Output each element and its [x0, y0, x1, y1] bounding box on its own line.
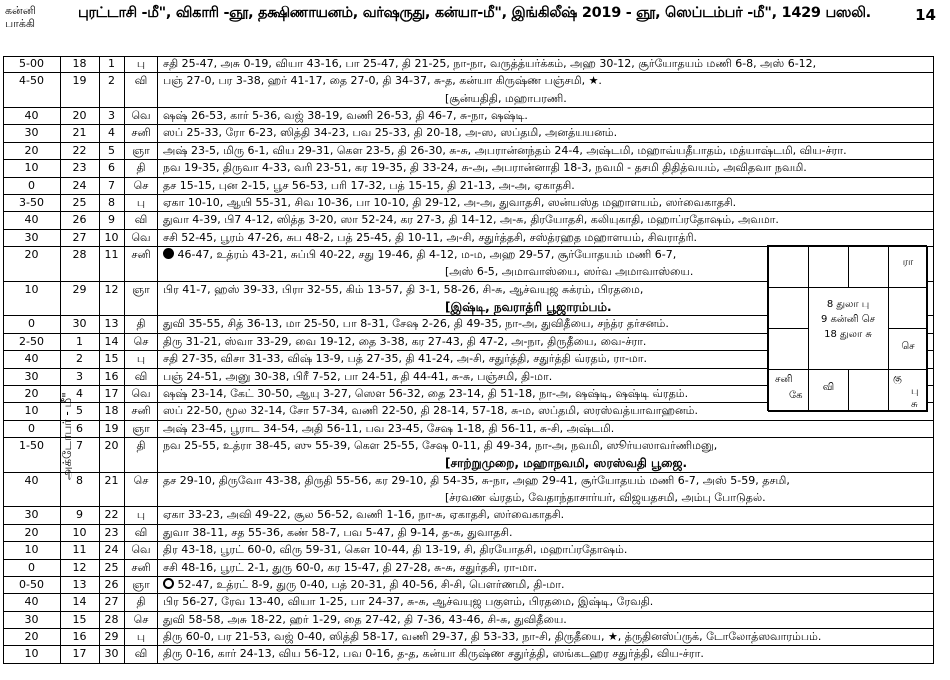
panchang-text: தச 29-10, திருவோ 43-38, திருதி 55-56, கர 29-10, தி 54-35, சு-நா, அஹ 29-41, சூர்யோதயம் மணி 6-7, அஸ் 5-59, தசமி, [163, 473, 790, 487]
table-row [3, 421, 934, 438]
english-date-cell: 16 [104, 369, 119, 383]
rasi-cell-rahu [888, 246, 928, 288]
panchang-text: ஷஷ் 26-53, கார் 5-36, வஜ் 38-19, வணி 26-53, தி 46-7, சு-நா, ஷஷ்டி. [163, 109, 528, 123]
panchang-text: சதி 25-47, அசு 0-19, வியா 43-16, பா 25-47, தி 21-25, நா-நா, வருத்த்யர்க்கம், அஹ 30-12, சூர்யோதயம் மணி 6-8, அஸ் 6-12, [163, 57, 817, 70]
panchang-details [163, 629, 930, 645]
english-date-cell: 12 [104, 282, 119, 296]
panchang-text: தச 15-15, புன 2-15, பூச 56-53, பரி 17-32, பத் 15-15, தி 21-13, அ-அ, ஏகாதசி. [163, 178, 575, 192]
english-date-cell: 14 [104, 334, 119, 348]
weekday-cell: சனி [131, 404, 151, 418]
panchang-text: நவ 25-55, உத்ரா 38-45, ஸு 55-39, கௌ 25-55, சேஷ 0-11, தி 49-34, நா-அ, நவமி, ஸூர்யஸாவர்ணிமனு, [163, 438, 718, 452]
english-date-cell: 26 [104, 577, 119, 591]
panchang-text: 52-47, உத்ரட் 8-9, துரு 0-40, பத் 20-31, தி 40-56, சி-சி, பௌர்ணமி, தி-மா. [174, 577, 565, 591]
nazhigai-cell: 30 [24, 230, 39, 244]
nazhigai-cell: 40 [24, 595, 39, 609]
table-row [3, 629, 934, 646]
tamil-date-cell: 21 [72, 126, 87, 140]
page-number: 14 [915, 6, 936, 24]
panchang-details [163, 143, 930, 159]
table-row [3, 108, 934, 125]
weekday-cell: செ [133, 178, 149, 192]
nazhigai-cell: 30 [24, 612, 39, 626]
nazhigai-cell: 1-50 [19, 438, 44, 452]
panchang-text: ஷஷ் 23-14, கேட் 30-50, ஆயு 3-27, ஸௌ 56-32, தை 23-14, தி 51-18, நா-அ, ஷஷ்டி, ஷஷ்டி வ்ரதம். [163, 386, 689, 400]
weekday-cell: தி [136, 161, 146, 175]
nazhigai-cell: 0 [28, 317, 35, 331]
english-date-cell: 19 [104, 421, 119, 435]
panchang-details [163, 594, 930, 610]
panchang-text: 46-47, உத்ரம் 43-21, சுப்பி 40-22, சது 19-46, தி 4-12, ம-ம, அஹ 29-57, சூர்யோதயம் மணி 6-7, [174, 247, 677, 261]
rasi-cell-saturn-ketu [768, 369, 809, 412]
nazhigai-cell: 10 [24, 404, 39, 418]
panchang-details [163, 507, 930, 523]
panchang-details [163, 178, 930, 194]
weekday-cell: வெ [131, 230, 151, 244]
rasi-cell [768, 287, 809, 329]
tamil-date-cell: 4 [76, 386, 83, 400]
panchang-details [163, 73, 930, 89]
weekday-cell: பு [136, 57, 146, 70]
weekday-cell: வெ [131, 109, 151, 123]
table-row [3, 195, 934, 212]
nazhigai-cell: 0 [28, 560, 35, 574]
english-date-cell: 29 [104, 629, 119, 643]
panchang-note: [அஸ் 6-5, அமாவாஸ்யை, ஸர்வ அமாவாஸ்யை. [445, 265, 694, 279]
table-row [3, 143, 934, 160]
weekday-cell: தி [136, 317, 146, 331]
panchang-details [163, 108, 930, 124]
weekday-cell: பு [136, 629, 146, 643]
nazhigai-cell: 20 [24, 525, 39, 539]
english-date-cell: 30 [104, 647, 119, 661]
panchang-details [163, 577, 930, 593]
header-left-label [5, 4, 61, 30]
table-row [3, 577, 934, 594]
english-date-cell: 6 [108, 161, 115, 175]
nazhigai-cell: 30 [24, 508, 39, 522]
tamil-date-cell: 18 [72, 57, 87, 70]
weekday-cell: தி [136, 595, 146, 609]
nazhigai-cell: 10 [24, 543, 39, 557]
tamil-date-cell: 2 [76, 352, 83, 366]
tamil-date-cell: 11 [72, 543, 87, 557]
nazhigai-cell: 20 [24, 143, 39, 157]
weekday-cell: ஞா [132, 421, 150, 435]
nazhigai-cell: 2-50 [19, 334, 44, 348]
tamil-date-cell: 6 [76, 421, 83, 435]
nazhigai-cell: 20 [24, 629, 39, 643]
panchang-text: திரு 60-0, பர 21-53, வஜ் 0-40, ஸித்தி 58-17, வணி 29-37, தி 53-33, நா-சி, திருதீயை, ★, த்ருதினஸ்ப்ருக், டோலோத்ஸவாரம்பம். [163, 629, 822, 643]
english-date-cell: 15 [104, 352, 119, 366]
weekday-cell: வி [134, 369, 148, 383]
panchang-details [163, 160, 930, 176]
rasi-cell-jupiter [808, 369, 849, 412]
weekday-cell: சனி [131, 560, 151, 574]
table-row [3, 560, 934, 577]
tamil-date-cell: 14 [72, 595, 87, 609]
nazhigai-cell: 30 [24, 126, 39, 140]
tamil-date-cell: 12 [72, 560, 87, 574]
panchang-details [163, 525, 930, 541]
tamil-date-cell: 17 [72, 647, 87, 661]
rasi-center-box [808, 287, 888, 369]
panchang-note: [இஷ்டி, நவராத்ரி பூஜாரம்பம். [445, 300, 612, 315]
table-row [3, 473, 934, 508]
english-date-cell: 4 [108, 126, 115, 140]
rasi-cell [808, 246, 849, 288]
panchang-details [163, 230, 930, 246]
tamil-date-cell: 27 [72, 230, 87, 244]
weekday-cell: வி [134, 213, 148, 227]
rasi-jupiter-label: வி [822, 382, 835, 393]
rasi-chart [767, 245, 927, 411]
rasi-ketu-label: கே [789, 390, 803, 401]
nazhigai-cell: 30 [24, 369, 39, 383]
english-date-cell: 7 [108, 178, 115, 192]
panchang-text: திரு 0-16, கார் 24-13, விய 56-12, பவ 0-16, த-த, கன்யா கிருஷ்ண சதுர்த்தி, ஸங்கடஹர சதுர்த்தி, விய-ச்ரா. [163, 647, 704, 661]
weekday-cell: சனி [131, 247, 151, 261]
panchang-text: சதி 27-35, விசா 31-33, விஷ் 13-9, பத் 27-35, தி 41-24, அ-சி, சதுர்த்தி, சதுர்த்தி வ்ரதம், ரா-மா. [163, 352, 648, 366]
english-date-cell: 27 [104, 595, 119, 609]
rasi-rahu-label: ரா [902, 257, 914, 268]
weekday-cell: செ [133, 612, 149, 626]
rasi-center-line-3: 18 துலா சு [824, 329, 872, 340]
tamil-date-cell: 16 [72, 629, 87, 643]
tamil-date-cell: 10 [72, 525, 87, 539]
panchang-text: ஏகா 10-10, ஆயி 55-31, சிவ 10-36, பா 10-10, தி 29-12, அ-அ, துவாதசி, ஸன்யஸ்த மஹாளயம், ஸர்வைகாதசி. [163, 195, 737, 209]
tamil-date-cell: 8 [76, 473, 83, 487]
english-date-cell: 11 [104, 247, 119, 261]
nazhigai-cell: 0 [28, 178, 35, 192]
english-date-cell: 25 [104, 560, 119, 574]
english-date-cell: 22 [104, 508, 119, 522]
nazhigai-cell: 20 [24, 247, 39, 261]
rasi-center-line-1: 8 துலா பு [826, 299, 870, 310]
english-date-cell: 21 [104, 473, 119, 487]
rasi-sun-label: கு [893, 373, 902, 384]
tamil-date-cell: 23 [72, 161, 87, 175]
nazhigai-cell: 10 [24, 161, 39, 175]
english-date-cell: 10 [104, 230, 119, 244]
panchang-text: திர 43-18, பூரட் 60-0, விரு 59-31, கௌ 10-44, தி 13-19, சி, திரயோதசி, மஹாப்ரதோஷம். [163, 543, 628, 557]
weekday-cell: சனி [131, 126, 151, 140]
panchang-details [163, 542, 930, 558]
table-row [3, 56, 934, 73]
rasi-cell [848, 246, 889, 288]
english-date-cell: 3 [108, 109, 115, 123]
rasi-venus-label: சு [911, 399, 918, 410]
weekday-cell: ஞா [132, 577, 150, 591]
rasi-cell-mars [888, 328, 928, 370]
panchang-text: சசி 52-45, பூரம் 47-26, சுப 48-2, பத் 25-45, தி 10-11, அ-சி, சதுர்த்தசி, சஸ்த்ரஹத மஹாளயம், சிவராத்ரி. [163, 230, 697, 244]
weekday-cell: செ [133, 473, 149, 487]
panchang-details [163, 612, 930, 628]
weekday-cell: வெ [131, 386, 151, 400]
tamil-date-cell: 26 [72, 213, 87, 227]
english-date-cell: 23 [104, 525, 119, 539]
table-row [3, 542, 934, 559]
weekday-cell: வி [134, 525, 148, 539]
english-date-cell: 13 [104, 317, 119, 331]
nazhigai-cell: 10 [24, 282, 39, 296]
rasi-mercury-label: பு [911, 386, 919, 397]
english-date-cell: 2 [108, 74, 115, 88]
tamil-date-cell: 29 [72, 282, 87, 296]
tamil-date-cell: 22 [72, 143, 87, 157]
panchang-text: துவி 35-55, சித் 36-13, மா 25-50, பா 8-31, சேஷ 2-26, தி 49-35, நா-அ, துவிதீயை, சந்த்ர தர்சனம். [163, 317, 669, 331]
rasi-cell [768, 328, 809, 370]
header-left-line-2: பாக்கி [5, 17, 35, 30]
nazhigai-cell: 3-50 [19, 195, 44, 209]
english-date-cell: 24 [104, 543, 119, 557]
tamil-date-cell: 9 [76, 508, 83, 522]
nazhigai-cell: 20 [24, 386, 39, 400]
tamil-date-cell: 13 [72, 577, 87, 591]
weekday-cell: பு [136, 508, 146, 522]
full-moon-icon [163, 578, 174, 589]
table-row [3, 525, 934, 542]
weekday-cell: செ [133, 334, 149, 348]
table-row [3, 212, 934, 229]
panchang-text: அஷ் 23-5, மிரு 6-1, விய 29-31, கௌ 23-5, தி 26-30, சு-சு, அபரான்னந்தம் 24-4, அஷ்டமி, மஹாவ்யதீபாதம், மத்யாஷ்டமி, விய-ச்ரா. [163, 143, 847, 157]
panchang-text: திரு 31-21, ஸ்வா 33-29, வை 19-12, தை 3-38, கர 27-43, தி 47-2, அ-நா, திருதீயை, வை-ச்ரா. [163, 334, 647, 348]
rasi-mars-label: செ [901, 341, 915, 352]
panchang-text: துவி 58-58, அசு 18-22, ஹர் 1-29, தை 27-42, தி 7-36, 43-46, சி-சு, துவிதீயை. [163, 612, 567, 626]
tamil-date-cell: 1 [76, 334, 83, 348]
page-title: புரட்டாசி -மீ", விகாரி -ஞூ, தக்ஷிணாயனம், வர்ஷருது, கன்யா-மீ", இங்கிலீஷ் 2019 - ஞூ, ஸெப்டம்பர் -மீ", 1429 பஸலி. [78, 5, 871, 21]
tamil-date-cell: 15 [72, 612, 87, 626]
tamil-date-cell: 19 [72, 74, 87, 88]
panchang-text: சசி 48-16, பூரட் 2-1, துரு 60-0, கர 15-47, தி 27-28, சு-சு, சதுர்தசி, ரா-மா. [163, 560, 538, 574]
panchang-text: பிர 41-7, ஹஸ் 39-33, பிரா 32-55, கிம் 13-57, தி 3-1, 58-26, சி-சு, ஆச்வயுஜ சுக்ரம், பிரதமை, [163, 282, 644, 296]
table-row [3, 594, 934, 611]
english-date-cell: 17 [104, 386, 119, 400]
panchang-text: ஏகா 33-23, அவி 49-22, சூல 56-52, வணி 1-16, நா-சு, ஏகாதசி, ஸர்வைகாதசி. [163, 508, 565, 522]
tamil-date-cell: 25 [72, 195, 87, 209]
nazhigai-cell: 5-00 [19, 57, 44, 70]
rasi-cell [848, 369, 889, 412]
rasi-cell-sun-venus [888, 369, 928, 412]
tamil-date-cell: 28 [72, 247, 87, 261]
new-moon-icon [163, 248, 174, 259]
weekday-cell: ஞா [132, 143, 150, 157]
tamil-date-cell: 7 [76, 438, 83, 452]
panchang-text: துவா 4-39, பி7 4-12, ஸித்த 3-20, ஸா 52-24, கர 27-3, தி 14-12, அ-சு, திரயோதசி, கலியுகாதி, மஹாப்ரதோஷம், அவமா. [163, 213, 779, 227]
panchang-text: அஷ் 23-45, பூராட 34-54, அதி 56-11, பவ 23-45, சேஷ 1-18, தி 56-11, சு-சி, அஷ்டமி. [163, 421, 615, 435]
tamil-date-cell: 3 [76, 369, 83, 383]
table-row [3, 612, 934, 629]
english-date-cell: 18 [104, 404, 119, 418]
tamil-date-cell: 20 [72, 109, 87, 123]
rasi-saturn-label: சனி [775, 374, 793, 385]
english-date-cell: 9 [108, 213, 115, 227]
tamil-date-cell: 24 [72, 178, 87, 192]
nazhigai-cell: 0-50 [19, 577, 44, 591]
nazhigai-cell: 40 [24, 473, 39, 487]
panchang-details [163, 195, 930, 211]
panchang-details [163, 421, 930, 437]
weekday-cell: வெ [131, 543, 151, 557]
panchang-details [163, 438, 930, 454]
table-row [3, 178, 934, 195]
table-row [3, 125, 934, 142]
panchang-text: பஞ் 27-0, பர 3-38, ஹர் 41-17, தை 27-0, தி 34-37, சு-த, கன்யா கிருஷ்ண பஞ்சமி, ★. [163, 74, 602, 88]
weekday-cell: வி [134, 74, 148, 88]
panchang-details [163, 212, 930, 228]
panchang-details [163, 56, 930, 72]
panchang-note: [சாற்றுமுறை, மஹாநவமி, ஸரஸ்வதி பூஜை. [445, 456, 688, 471]
nazhigai-cell: 10 [24, 647, 39, 661]
month-label-october: அக்டோபர் - மீ" [60, 392, 74, 480]
panchang-text: துவா 38-11, சத 55-36, கண் 58-7, பவ 5-47, தி 9-14, த-சு, துவாதசி. [163, 525, 513, 539]
english-date-cell: 5 [108, 143, 115, 157]
english-date-cell: 1 [108, 57, 115, 70]
weekday-cell: பு [136, 195, 146, 209]
weekday-cell: வி [134, 647, 148, 661]
rasi-cell [768, 246, 809, 288]
table-row [3, 507, 934, 524]
table-row [3, 73, 934, 108]
panchang-text: ஸப் 22-50, மூல 32-14, சோ 57-34, வணி 22-50, தி 28-14, 57-18, சு-ம, ஸப்தமி, ஸரஸ்வத்யாவாஹனம். [163, 404, 699, 418]
rasi-center-line-2: 9 கன்னி செ [820, 314, 876, 325]
english-date-cell: 28 [104, 612, 119, 626]
weekday-cell: பு [136, 352, 146, 366]
panchang-details [163, 473, 930, 489]
tamil-date-cell: 30 [72, 317, 87, 331]
panchang-text: ஸப் 25-33, ரோ 6-23, ஸித்தி 34-23, பவ 25-33, தி 20-18, அ-ஸ, ஸப்தமி, அனத்யயனம். [163, 126, 618, 140]
table-row [3, 646, 934, 662]
panchang-text: பஞ் 24-51, அனு 30-38, பிரீ 7-52, பா 24-51, தி 44-41, சு-சு, பஞ்சமி, தி-மா. [163, 369, 553, 383]
nazhigai-cell: 4-50 [19, 74, 44, 88]
english-date-cell: 20 [104, 438, 119, 452]
table-row [3, 160, 934, 177]
panchang-details [163, 125, 930, 141]
panchang-details [163, 560, 930, 576]
panchang-note: [சூன்யதிதி, மஹாபரணி. [445, 91, 567, 105]
nazhigai-cell: 0 [28, 421, 35, 435]
panchang-text: பிர 56-27, ரேவ 13-40, வியா 1-25, பா 24-37, சு-சு, ஆச்வயுஜ பகுளம், பிரதமை, இஷ்டி, ரேவதி. [163, 595, 654, 609]
rasi-cell [888, 287, 928, 329]
weekday-cell: ஞா [132, 282, 150, 296]
nazhigai-cell: 40 [24, 109, 39, 123]
header-left-line-1: கன்னி [5, 4, 36, 17]
nazhigai-cell: 40 [24, 352, 39, 366]
tamil-date-cell: 5 [76, 404, 83, 418]
weekday-cell: தி [136, 438, 146, 452]
panchang-details [163, 646, 930, 662]
panchang-text: நவ 19-35, திருவா 4-33, வரி 23-51, கர 19-35, தி 33-24, சு-அ, அபரான்னாதி 18-3, நவமி - தசமி திதித்வயம், அவிதவா நவமி. [163, 161, 807, 175]
english-date-cell: 8 [108, 195, 115, 209]
table-row [3, 438, 934, 473]
nazhigai-cell: 40 [24, 213, 39, 227]
panchang-note: [ச்ரவண வ்ரதம், வேதாந்தாசார்யர், விஜயதசமி, அம்பு போடுதல். [445, 491, 766, 505]
